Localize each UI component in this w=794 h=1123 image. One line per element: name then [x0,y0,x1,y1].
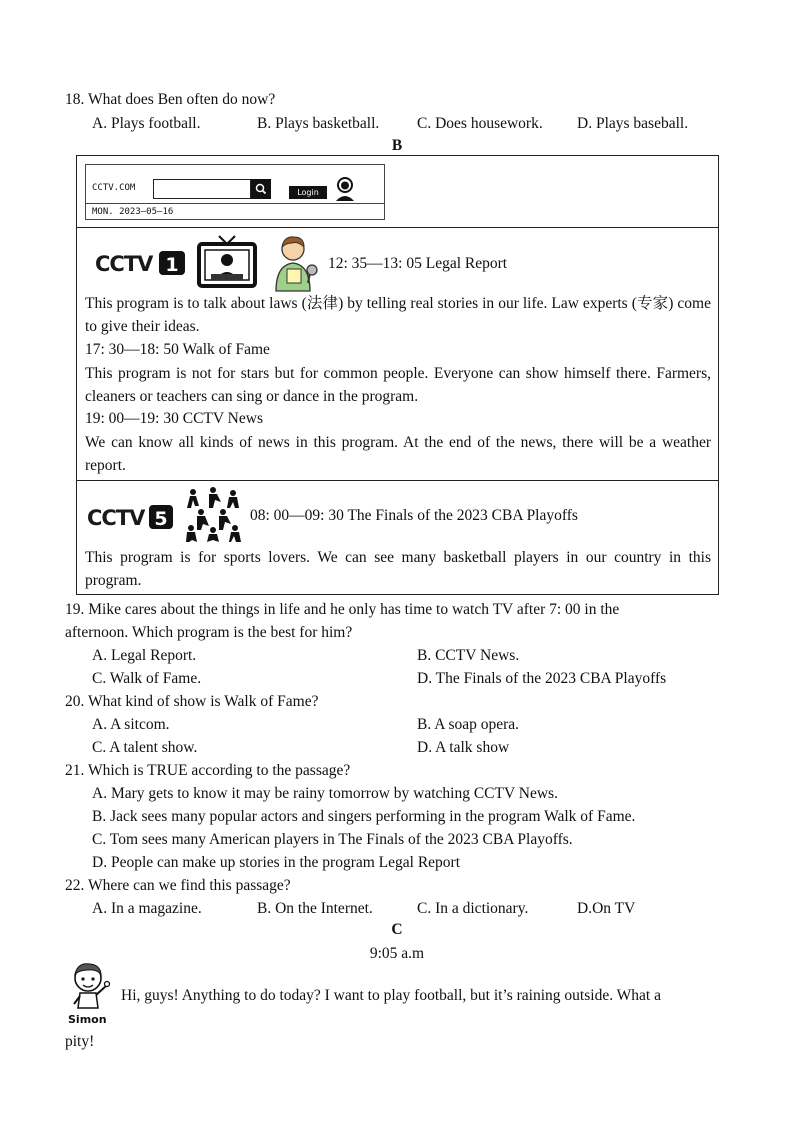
q19-option-a: A. Legal Report. [92,647,197,664]
chat-message-line-2: pity! [65,1033,95,1050]
cctv1-logo [95,250,187,276]
question-18: 18. What does Ben often do now? [65,91,276,108]
question-20: 20. What kind of show is Walk of Fame? [65,693,319,710]
section-b-heading: B [391,137,403,154]
q21-option-b: B. Jack sees many popular actors and singers performing in the program Walk of Fame. [92,808,636,825]
cctv5-logo-number: 5 [154,508,168,530]
cctv1-program-2-title: 17: 30—18: 50 Walk of Fame [85,341,270,358]
question-19-line-1: 19. Mike cares about the things in life and he only has time to watch TV after 7: 00 in the [65,601,620,618]
tv-schedule-box [76,155,719,595]
q19-option-b: B. CCTV News. [417,647,520,664]
website-header [85,164,385,220]
q20-option-b: B. A soap opera. [417,716,520,733]
q18-option-d: D. Plays baseball. [577,115,689,132]
site-name: CCTV.COM [92,183,136,193]
q22-option-a: A. In a magazine. [92,900,202,917]
section-c-heading: C [391,921,403,938]
question-21: 21. Which is TRUE according to the passage? [65,762,351,779]
simon-avatar [66,960,116,1026]
cctv5-program-desc: This program is for sports lovers. We can see many basketball players in our country in this program. [85,549,711,589]
q22-option-d: D.On TV [577,900,636,917]
user-support-icon[interactable] [334,176,356,202]
avatar-name-label: Simon [68,1013,107,1026]
reporter-icon [272,235,322,293]
tv-anchor-icon [197,234,259,290]
q21-option-c: C. Tom sees many American players in The Finals of the 2023 CBA Playoffs. [92,831,573,848]
sports-players-icon [183,486,243,544]
cctv1-program-1-title: 12: 35—13: 05 Legal Report [328,255,508,272]
q22-option-b: B. On the Internet. [257,900,373,917]
q19-option-c: C. Walk of Fame. [92,670,202,687]
q21-option-a: A. Mary gets to know it may be rainy tomorrow by watching CCTV News. [92,785,558,802]
q20-option-c: C. A talent show. [92,739,198,756]
cctv1-program-2-desc: This program is not for stars but for common people. Everyone can show himself there. Farmers, cleaners or teachers can sing or dance in the program. [85,365,711,405]
question-22: 22. Where can we find this passage? [65,877,291,894]
search-input[interactable] [153,179,251,199]
q20-option-d: D. A talk show [417,739,510,756]
q20-option-a: A. A sitcom. [92,716,170,733]
q18-option-b: B. Plays basketball. [257,115,380,132]
search-button[interactable] [251,179,271,199]
q18-option-a: A. Plays football. [92,115,201,132]
cctv5-logo [87,504,175,530]
search-icon [251,179,271,199]
chat-message-line-1: Hi, guys! Anything to do today? I want to play football, but it’s raining outside. What a [121,987,661,1004]
cctv1-logo-text: CCTV [95,252,153,276]
q22-option-c: C. In a dictionary. [417,900,529,917]
cctv5-program-title: 08: 00—09: 30 The Finals of the 2023 CBA Playoffs [250,507,578,524]
login-button[interactable] [289,186,327,199]
cctv5-logo-text: CCTV [87,506,145,530]
question-19-line-2: afternoon. Which program is the best for him? [65,624,353,641]
cctv1-program-3-title: 19: 00—19: 30 CCTV News [85,410,263,427]
login-label: Login [297,188,319,197]
cctv1-program-3-desc: We can know all kinds of news in this program. At the end of the news, there will be a weather report. [85,434,711,474]
q19-option-d: D. The Finals of the 2023 CBA Playoffs [417,670,667,687]
q21-option-d: D. People can make up stories in the program Legal Report [92,854,461,871]
q18-option-c: C. Does housework. [417,115,543,132]
chat-time: 9:05 a.m [369,945,425,962]
cctv1-program-1-desc: This program is to talk about laws (法律) by telling real stories in our life. Law experts (专家) come to give their ideas. [85,295,711,335]
date-label: MON. 2023—05—16 [92,207,174,217]
cctv1-logo-number: 1 [165,254,179,276]
